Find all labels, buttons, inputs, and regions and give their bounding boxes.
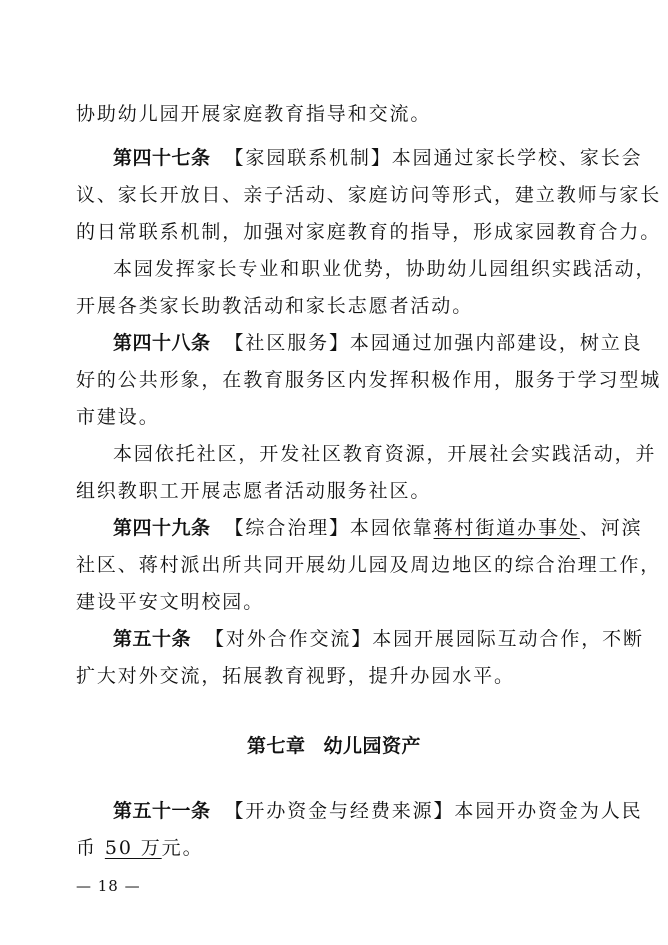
text-line: 市建设。 [76,406,160,428]
article-text: 【综合治理】本园依靠 [224,517,434,539]
text-line: 开展各类家长助教活动和家长志愿者活动。 [76,295,474,317]
page-number: — 18 — [76,877,141,895]
text-line: 社区、蒋村派出所共同开展幼儿园及周边地区的综合治理工作， [76,554,662,576]
text-line: 的日常联系机制，加强对家庭教育的指导，形成家园教育合力。 [76,221,662,243]
article-number: 第五十条 [113,628,192,650]
article-text: 、河滨 [579,517,643,539]
text-line: 本园发挥家长专业和职业优势，协助幼儿园组织实践活动， [113,258,657,280]
text-line: 建设平安文明校园。 [76,591,265,613]
article-text: 币 [76,837,105,859]
article-number: 第四十八条 [113,332,211,354]
underlined-amount: 50 万 [104,837,162,859]
text-line: 本园依托社区，开发社区教育资源，开展社会实践活动，并 [113,443,657,465]
article-47-line-1 [113,146,643,170]
article-text: 【社区服务】本园通过加强内部建设，树立良 [224,332,643,354]
text-line: 扩大对外交流，拓展教育视野，提升办园水平。 [76,665,515,687]
chapter-number: 第七章 [246,735,306,757]
article-50-line-1 [113,627,644,651]
article-49-line-1 [113,516,643,540]
text-line: 协助幼儿园开展家庭教育指导和交流。 [76,103,432,125]
text-line: 好的公共形象，在教育服务区内发挥积极作用，服务于学习型城 [76,369,662,391]
text-line: 组织教职工开展志愿者活动服务社区。 [76,480,432,502]
article-51-line-1 [113,799,643,823]
chapter-heading [0,734,668,758]
article-text: 【对外合作交流】本园开展园际互动合作，不断 [205,628,644,650]
underlined-text: 蒋村街道办事处 [433,517,580,539]
article-text: 【家园联系机制】本园通过家长学校、家长会 [224,147,643,169]
text-line: 议、家长开放日、亲子活动、家庭访问等形式，建立教师与家长 [76,184,662,206]
article-51-line-2 [76,836,596,860]
chapter-title: 幼儿园资产 [323,735,422,757]
article-text: 元。 [161,837,204,859]
article-number: 第四十七条 [113,147,211,169]
article-number: 第五十一条 [113,800,211,822]
article-text: 【开办资金与经费来源】本园开办资金为人民 [224,800,643,822]
article-48-line-1 [113,331,643,355]
article-number: 第四十九条 [113,517,211,539]
